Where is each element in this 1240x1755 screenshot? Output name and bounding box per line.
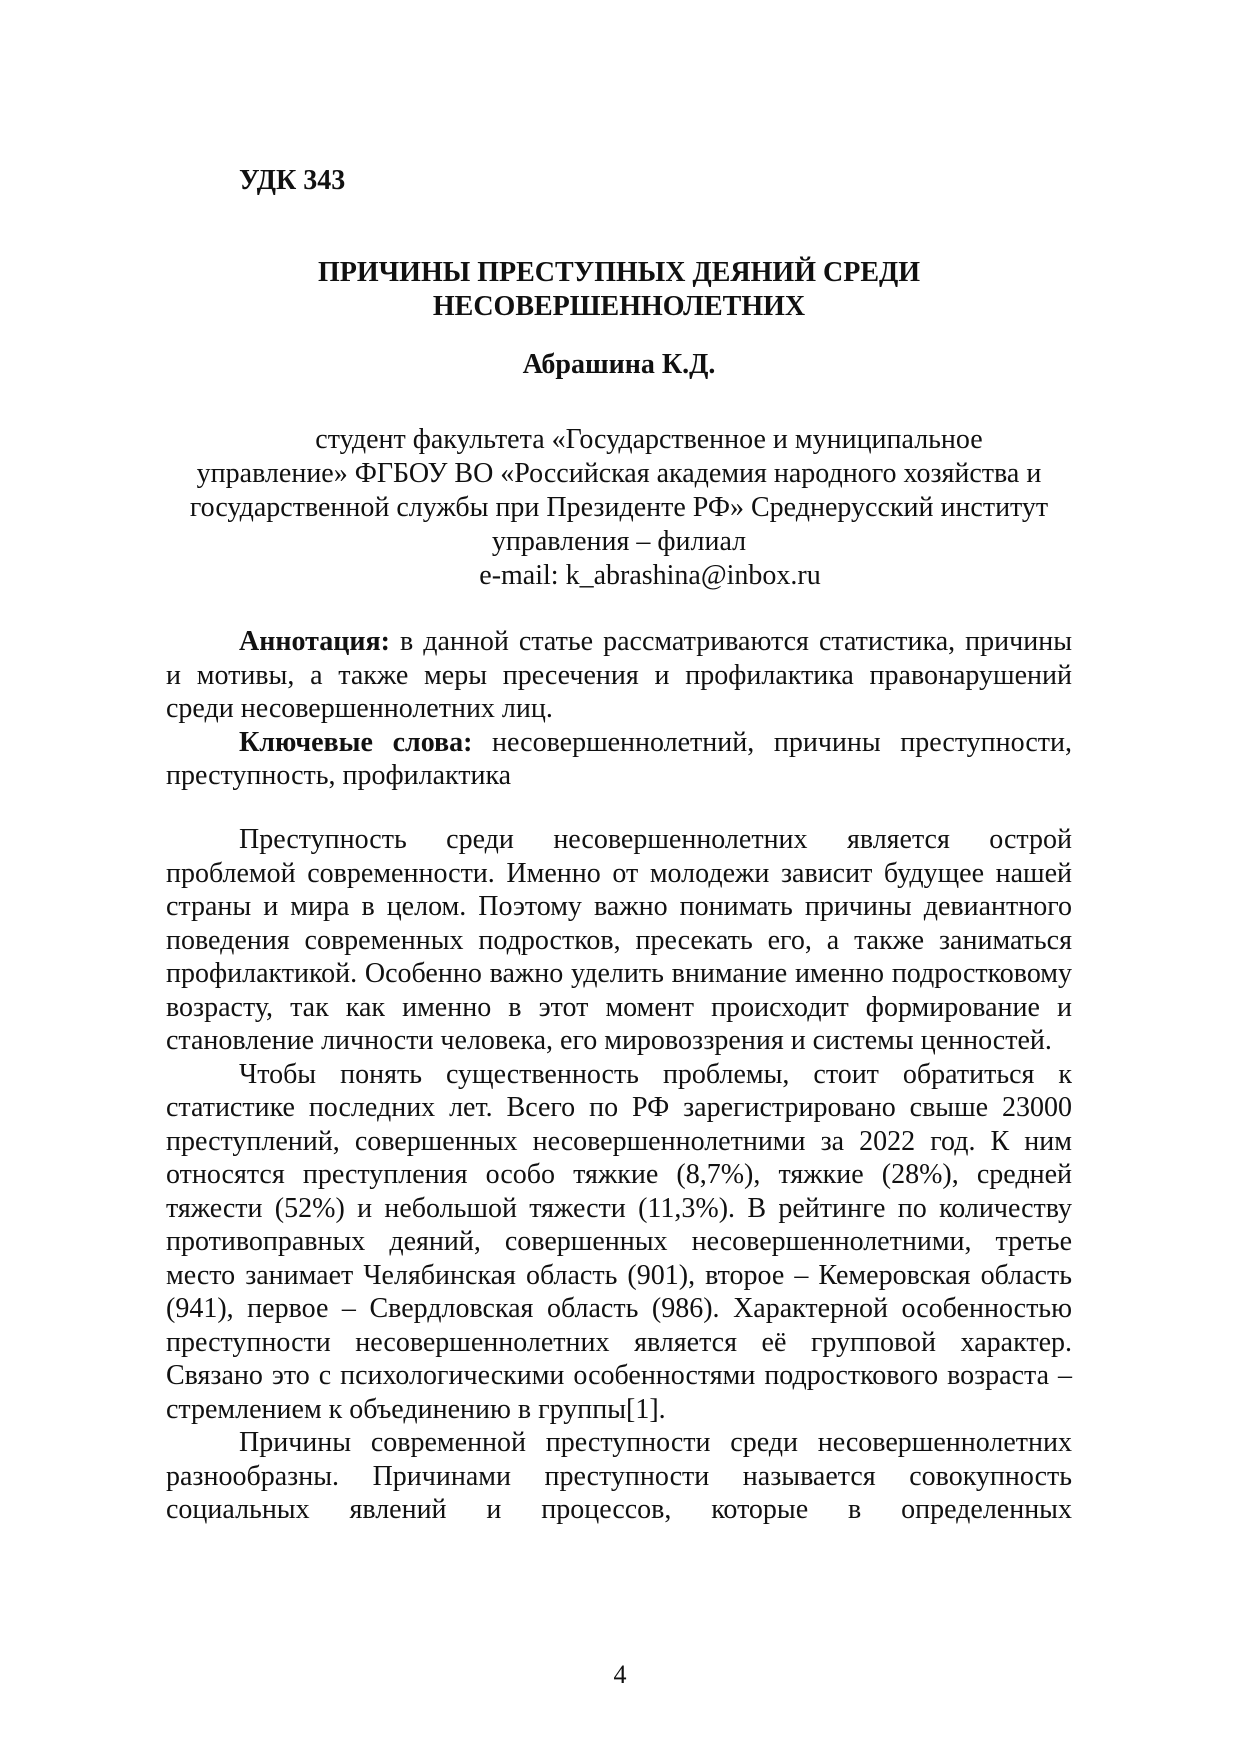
- body-paragraph-1: Преступность среди несовершеннолетних является острой проблемой современности. Именно от молодежи зависит будущее нашей страны и мира в целом. Поэтому важно понимать причины девиантного поведения современных подростков, пресекать его, а также заниматься профилактикой. Особенно важно уделить внимание именно подростковому возрасту, так как именно в этот момент происходит формирование и становление личности человека, его мировоззрения и системы ценностей.: [166, 824, 1072, 1056]
- body-paragraph-2: Чтобы понять существенность проблемы, стоит обратиться к статистике последних лет. Всего по РФ зарегистрировано свыше 23000 преступлений, совершенных несовершеннолетними за 2022 год. К ним относятся преступления особо тяжкие (8,7%), тяжкие (28%), средней тяжести (52%) и небольшой тяжести (11,3%). В рейтинге по количеству противоправных деяний, совершенных несовершеннолетними, третье место занимает Челябинская область (901), второе – Кемеровская область (941), первое – Свердловская область (986). Характерной особенностью преступности несовершеннолетних является её групповой характер. Связано это с психологическими особенностями подросткового возраста – стремлением к объединению в группы[1].: [166, 1058, 1072, 1425]
- author-email: e-mail: k_abrashina@inbox.ru: [479, 560, 821, 591]
- body-paragraph-3: Причины современной преступности среди несовершеннолетних разнообразны. Причинами преступности называется совокупность социальных явлений и процессов, которые в определенных: [166, 1427, 1072, 1525]
- article-body: [166, 823, 1072, 1527]
- annotation-block: [166, 625, 1072, 793]
- keywords-label: Ключевые слова:: [239, 726, 473, 758]
- affiliation-line-2: управление» ФГБОУ ВО «Российская академия народного хозяйства и: [196, 458, 1042, 489]
- affiliation-line-4: управления – филиал: [491, 526, 747, 557]
- page-number: 4: [613, 1660, 627, 1689]
- annotation-label: Аннотация:: [239, 626, 390, 657]
- affiliation-line-1: студент факультета «Государственное и муниципальное: [315, 424, 983, 455]
- keywords-text: несовершеннолетний, причины преступности, преступность, профилактика: [166, 726, 1072, 791]
- title-line-2: НЕСОВЕРШЕННОЛЕТНИХ: [432, 291, 806, 322]
- keywords-paragraph: [166, 726, 1072, 793]
- author-name: Абрашина К.Д.: [522, 349, 716, 380]
- author-affiliation: [160, 423, 1078, 593]
- annotation-paragraph: [166, 625, 1072, 726]
- annotation-text: в данной статье рассматриваются статистика, причины и мотивы, а также меры пресечения и профилактика правонарушений среди несовершеннолетних лиц.: [166, 626, 1072, 724]
- title-line-1: ПРИЧИНЫ ПРЕСТУПНЫХ ДЕЯНИЙ СРЕДИ: [317, 257, 921, 288]
- article-title: [166, 256, 1072, 324]
- udk-code: УДК 343: [239, 165, 346, 196]
- affiliation-line-3: государственной службы при Президенте РФ» Среднерусский институт: [189, 492, 1049, 523]
